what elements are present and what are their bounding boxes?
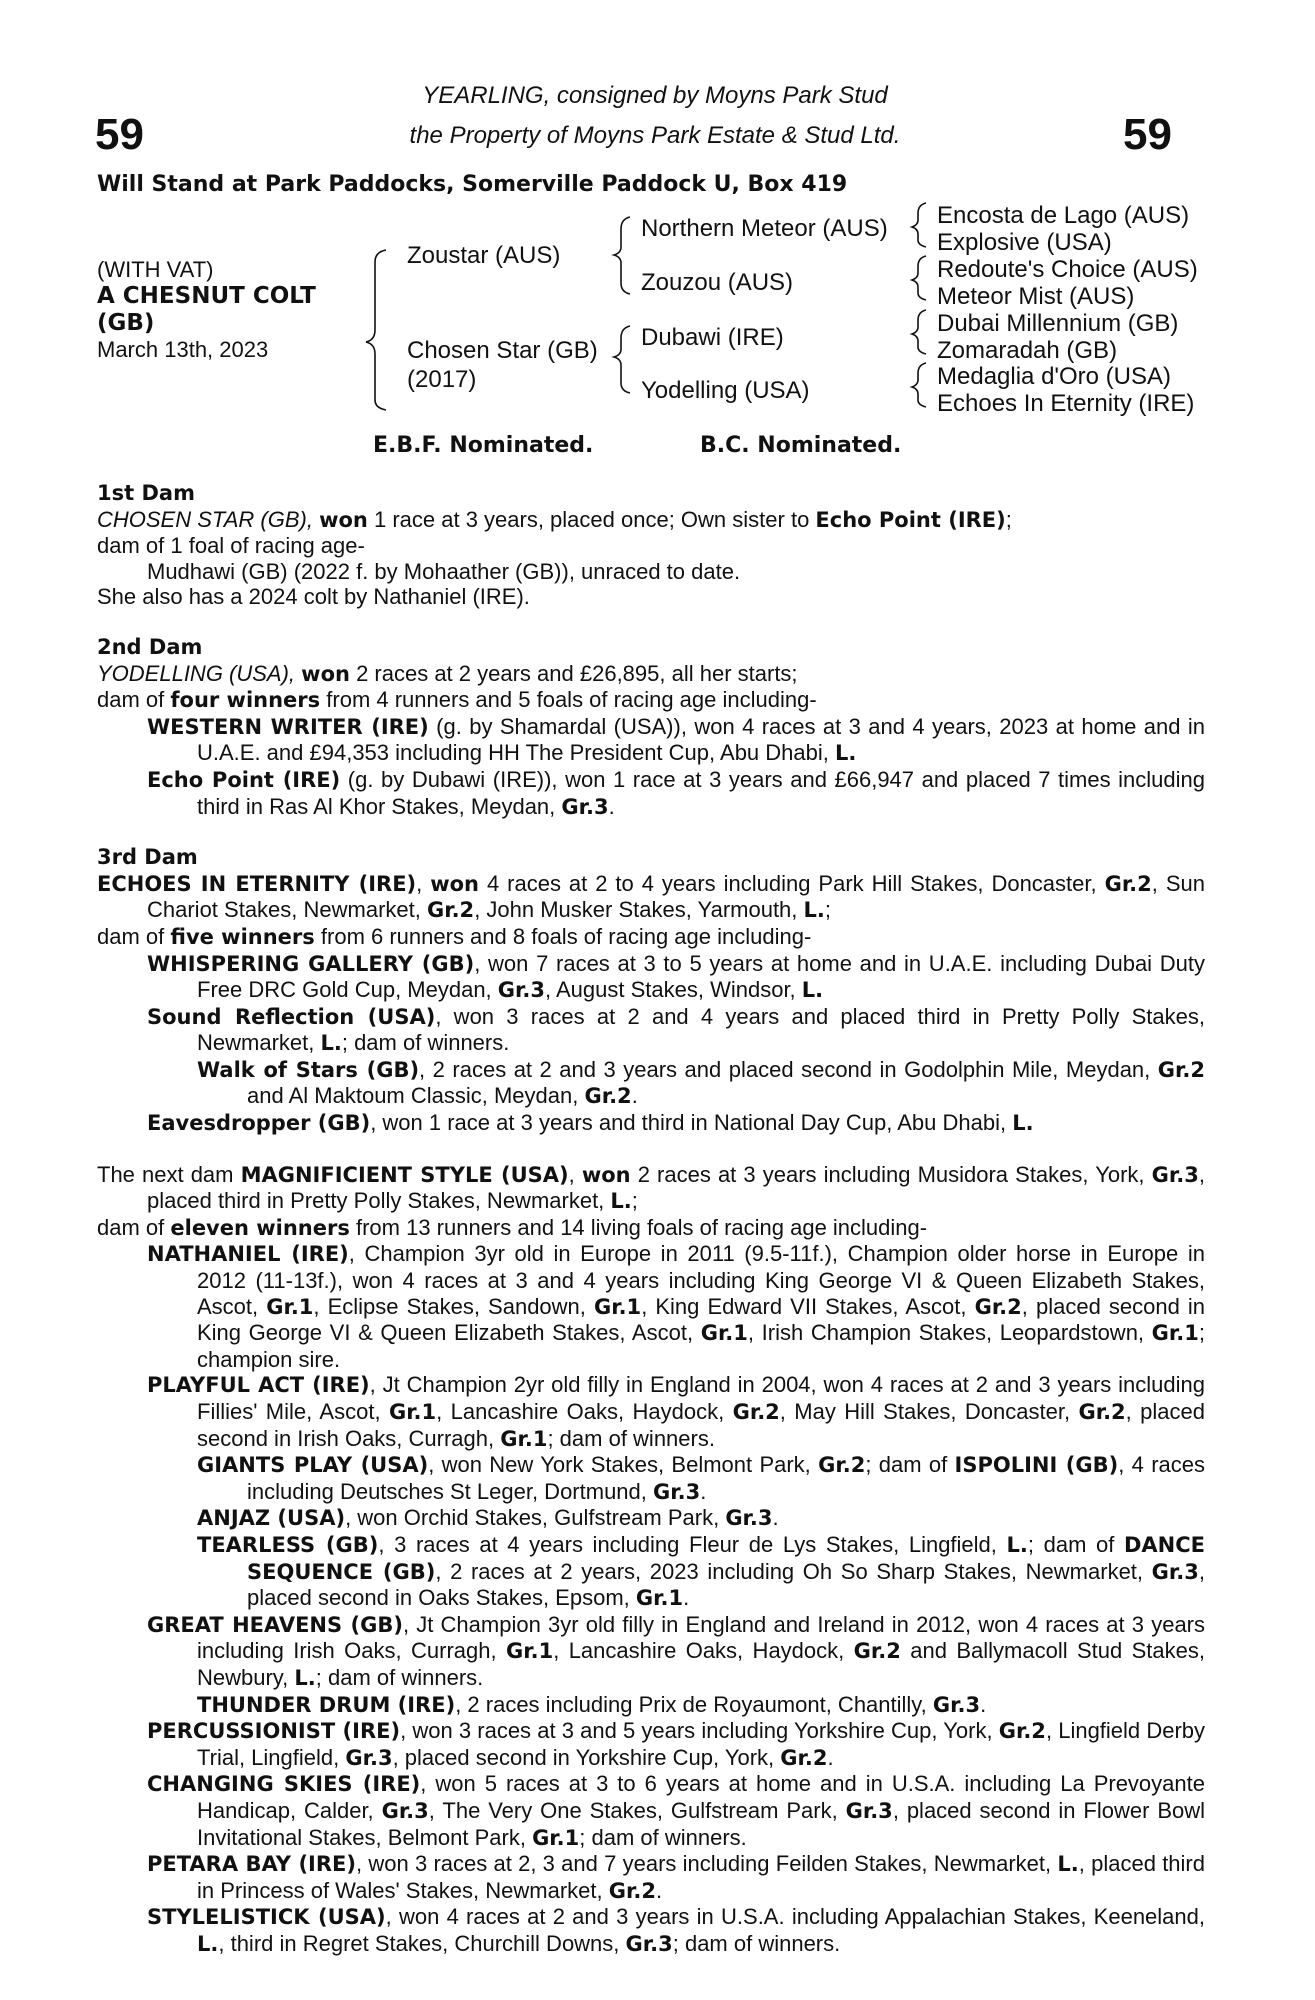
lot-number-right: 59 <box>1123 110 1172 159</box>
produce-nathaniel: NATHANIEL (IRE), Champion 3yr old in Europe in 2011 (9.5-11f.), Champion older horse in Europe in 2012 (11-13f.), won 4 races at 3 and 4 years including King George VI & Queen Elizabeth Stakes, Ascot, Gr.1, Eclipse Stakes, Sandown, Gr.1, King Edward VII Stakes, Ascot, Gr.2, placed second in King George VI & Queen Elizabeth Stakes, Ascot, Gr.1, Irish Champion Stakes, Leopardstown, Gr.1; champion sire. <box>147 1241 1206 1372</box>
pedigree-brace-g4 <box>912 363 926 407</box>
pedigree-brace-g3 <box>912 310 926 354</box>
sire-dam: Zouzou (AUS) <box>641 269 794 296</box>
produce-percussionist: PERCUSSIONIST (IRE), won 3 races at 3 and 5 years including Yorkshire Cup, York, Gr.2, Lingfield Derby Trial, Lingfield, Gr.3, placed second in Yorkshire Cup, York, Gr.2. <box>147 1718 1206 1770</box>
first-dam-note: She also has a 2024 colt by Nathaniel (IRE). <box>97 584 530 610</box>
horse-name: A CHESNUT COLT <box>97 283 316 309</box>
third-dam-winners: dam of five winners from 6 runners and 8 foals of racing age including- <box>97 923 812 949</box>
produce-great-heavens: GREAT HEAVENS (GB), Jt Champion 3yr old filly in England and Ireland in 2012, won 4 races at 3 years including Irish Oaks, Curragh, Gr.1, Lancashire Oaks, Haydock, Gr.2 and Ballymacoll Stud Stakes, Newbury, L.; dam of winners. <box>147 1611 1206 1690</box>
produce-thunder-drum: THUNDER DRUM (IRE), 2 races including Prix de Royaumont, Chantilly, Gr.3. <box>197 1691 987 1717</box>
produce-giants-play: GIANTS PLAY (USA), won New York Stakes, Belmont Park, Gr.2; dam of ISPOLINI (GB), 4 races including Deutsches St Leger, Dortmund, Gr.3. <box>197 1452 1206 1504</box>
vat-note: (WITH VAT) <box>97 257 214 282</box>
ancestor-1: Encosta de Lago (AUS) <box>937 202 1190 229</box>
produce-petara-bay: PETARA BAY (IRE), won 3 races at 2, 3 and 7 years including Feilden Stakes, Newmarket, L., placed third in Princess of Wales' Stakes, Newmarket, Gr.2. <box>147 1851 1205 1903</box>
first-dam-record: CHOSEN STAR (GB), won 1 race at 3 years, placed once; Own sister to Echo Point (IRE); <box>97 506 1012 532</box>
produce-sound-reflection: Sound Reflection (USA), won 3 races at 2 and 4 years and placed third in Pretty Polly Stakes, Newmarket, L.; dam of winners. <box>147 1003 1205 1056</box>
next-dam-record: The next dam MAGNIFICIENT STYLE (USA), won 2 races at 3 years including Musidora Stakes, York, Gr.3, placed third in Pretty Polly Stakes, Newmarket, L.; <box>97 1161 1205 1214</box>
third-dam-heading: 3rd Dam <box>97 845 198 870</box>
pedigree-brace-dam <box>614 326 630 393</box>
second-dam-winners: dam of four winners from 4 runners and 5 foals of racing age including- <box>97 687 817 713</box>
pedigree-brace-g2 <box>912 256 926 300</box>
produce-playful-act: PLAYFUL ACT (IRE), Jt Champion 2yr old filly in England in 2004, won 4 races at 2 and 3 years including Fillies' Mile, Ascot, Gr.1, Lancashire Oaks, Haydock, Gr.2, May Hill Stakes, Doncaster, Gr.2, placed second in Irish Oaks, Curragh, Gr.1; dam of winners. <box>147 1372 1205 1451</box>
produce-western-writer: WESTERN WRITER (IRE) (g. by Shamardal (USA)), won 4 races at 3 and 4 years, 2023 at home and in U.A.E. and £94,353 including HH The President Cup, Abu Dhabi, L. <box>147 713 1205 766</box>
sire-sire: Northern Meteor (AUS) <box>641 215 888 242</box>
ebf-nomination: E.B.F. Nominated. <box>373 433 594 458</box>
dam-dam: Yodelling (USA) <box>641 377 810 404</box>
produce-echo-point: Echo Point (IRE) (g. by Dubawi (IRE)), won 1 race at 3 years and £66,947 and placed 7 times including third in Ras Al Khor Stakes, Meydan, Gr.3. <box>147 766 1206 819</box>
second-dam-heading: 2nd Dam <box>97 634 203 659</box>
produce-anjaz: ANJAZ (USA), won Orchid Stakes, Gulfstream Park, Gr.3. <box>197 1505 779 1531</box>
consignor-line: YEARLING, consigned by Moyns Park Stud <box>422 82 888 109</box>
ancestor-2: Explosive (USA) <box>937 229 1112 256</box>
lot-number-left: 59 <box>95 110 144 159</box>
stable-location: Will Stand at Park Paddocks, Somerville Paddock U, Box 419 <box>97 172 848 197</box>
pedigree-brace-sire <box>614 217 630 294</box>
next-dam-winners: dam of eleven winners from 13 runners and 14 living foals of racing age including- <box>97 1214 928 1240</box>
pedigree-brace-main <box>366 250 386 410</box>
ancestor-6: Zomaradah (GB) <box>937 337 1118 364</box>
bc-nomination: B.C. Nominated. <box>700 433 902 458</box>
dam-sire: Dubawi (IRE) <box>641 324 784 351</box>
produce-walk-of-stars: Walk of Stars (GB), 2 races at 2 and 3 years and placed second in Godolphin Mile, Meydan, Gr.2 and Al Maktoum Classic, Meydan, Gr.2. <box>197 1056 1205 1109</box>
dam-name: Chosen Star (GB) <box>407 337 598 364</box>
ancestor-8: Echoes In Eternity (IRE) <box>937 390 1195 417</box>
first-dam-foals: dam of 1 foal of racing age- <box>97 533 365 559</box>
produce-tearless: TEARLESS (GB), 3 races at 4 years including Fleur de Lys Stakes, Lingfield, L.; dam of DANCE SEQUENCE (GB), 2 races at 2 years, 2023 including Oh So Sharp Stakes, Newmarket, Gr.3, placed second in Oaks Stakes, Epsom, Gr.1. <box>197 1531 1205 1611</box>
ancestor-7: Medaglia d'Oro (USA) <box>937 363 1171 390</box>
third-dam-record: ECHOES IN ETERNITY (IRE), won 4 races at 2 to 4 years including Park Hill Stakes, Doncaster, Gr.2, Sun Chariot Stakes, Newmarket, Gr.2, John Musker Stakes, Yarmouth, L.; <box>97 870 1205 923</box>
dam-year: (2017) <box>407 366 477 393</box>
ancestor-4: Meteor Mist (AUS) <box>937 283 1135 310</box>
sire-name: Zoustar (AUS) <box>407 242 561 269</box>
pedigree-brace-g1 <box>912 203 926 247</box>
produce-eavesdropper: Eavesdropper (GB), won 1 race at 3 years and third in National Day Cup, Abu Dhabi, L. <box>147 1110 1034 1136</box>
produce-stylelistick: STYLELISTICK (USA), won 4 races at 2 and 3 years in U.S.A. including Appalachian Stakes, Keeneland, L., third in Regret Stakes, Churchill Downs, Gr.3; dam of winners. <box>147 1904 1205 1956</box>
produce-whispering-gallery: WHISPERING GALLERY (GB), won 7 races at 3 to 5 years at home and in U.A.E. including Dubai Duty Free DRC Gold Cup, Meydan, Gr.3, August Stakes, Windsor, L. <box>147 950 1205 1003</box>
first-dam-produce: Mudhawi (GB) (2022 f. by Mohaather (GB)), unraced to date. <box>147 558 741 584</box>
first-dam-heading: 1st Dam <box>97 481 195 505</box>
ancestor-5: Dubai Millennium (GB) <box>937 310 1179 337</box>
foaling-date: March 13th, 2023 <box>97 337 269 362</box>
ancestor-3: Redoute's Choice (AUS) <box>937 256 1198 283</box>
produce-changing-skies: CHANGING SKIES (IRE), won 5 races at 3 to 6 years at home and in U.S.A. including La Prevoyante Handicap, Calder, Gr.3, The Very One Stakes, Gulfstream Park, Gr.3, placed second in Flower Bowl Invitational Stakes, Belmont Park, Gr.1; dam of winners. <box>147 1771 1206 1850</box>
property-line: the Property of Moyns Park Estate & Stud Ltd. <box>409 122 901 149</box>
horse-country: (GB) <box>97 310 155 336</box>
catalogue-body <box>97 481 1205 1957</box>
second-dam-record: YODELLING (USA), won 2 races at 2 years and £26,895, all her starts; <box>97 660 798 686</box>
